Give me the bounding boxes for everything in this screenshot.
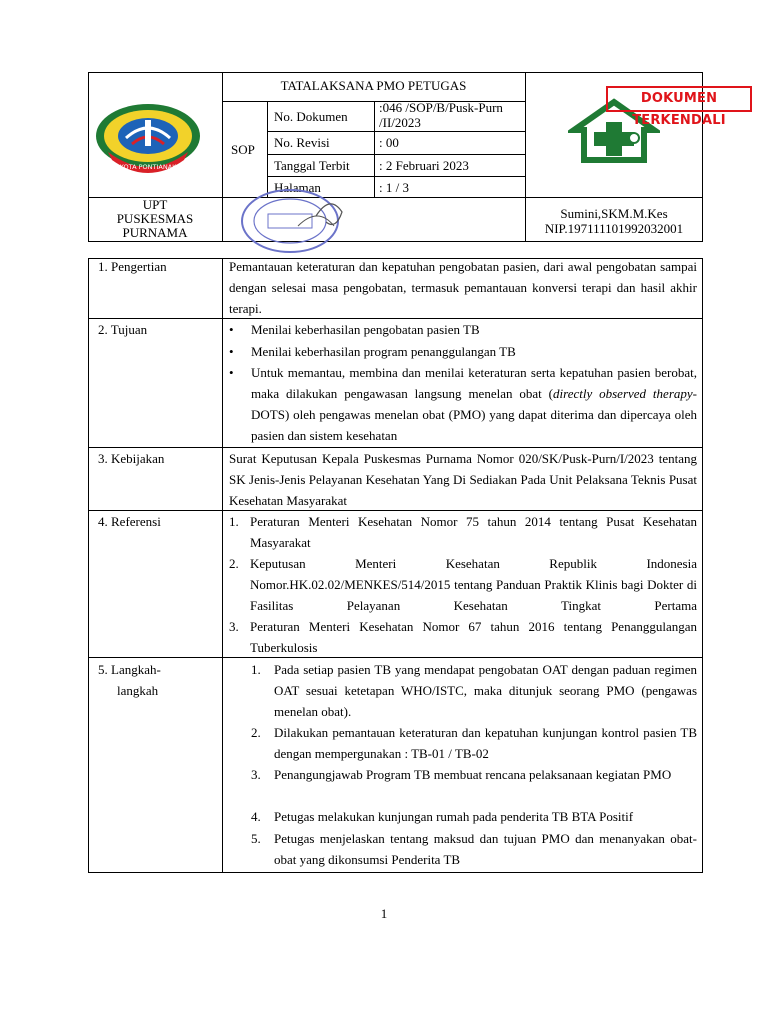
section-label-langkah	[98, 659, 161, 701]
list-number: 1.	[229, 514, 239, 529]
list-number: 1.	[251, 662, 261, 677]
langkah-item: Petugas menjelaskan tentang maksud dan tujuan PMO dan menanyakan obat-obat yang dikonsumsi Penderita TB	[274, 831, 697, 867]
divider	[222, 258, 223, 873]
signer-name: Sumini,SKM.M.Kes	[560, 206, 668, 221]
divider	[267, 176, 525, 177]
page-label: Halaman	[274, 180, 321, 195]
bullet: •	[229, 365, 234, 380]
langkah-item: Pada setiap pasien TB yang mendapat pengobatan OAT dengan paduan regimen OAT sesuai ketetapan WHO/ISTC, maka ditunjuk seorang PMO (pengawas menelan obat).	[274, 662, 697, 719]
official-seal-icon	[238, 186, 348, 256]
tujuan-item: Menilai keberhasilan program penanggulangan TB	[251, 344, 516, 359]
sop-label: SOP	[231, 142, 255, 157]
list-number: 3.	[229, 619, 239, 634]
referensi-item	[250, 553, 697, 616]
revision-value: : 00	[379, 135, 399, 150]
label-line: 5. Langkah-	[98, 662, 161, 677]
list-number: 4.	[251, 809, 261, 824]
controlled-document-stamp: DOKUMEN TERKENDALI	[606, 86, 752, 112]
org-line: UPT	[142, 197, 168, 212]
referensi-text: Keputusan Menteri Kesehatan Republik Indonesia Nomor.HK.02.02/MENKES/514/2015 tentang Panduan Praktik Klinis bagi Dokter di Fasilitas Pelayanan Kesehatan Tingkat Pertama	[250, 556, 697, 613]
tujuan-text: Untuk memantau, membina dan menilai keteraturan serta kepatuhan pasien berobat, maka dilakukan pengawasan langsung menelan obat	[251, 365, 697, 401]
org-line: PURNAMA	[122, 225, 188, 240]
tujuan-item: Menilai keberhasilan pengobatan pasien TB	[251, 322, 480, 337]
document-title: TATALAKSANA PMO PETUGAS	[280, 78, 467, 93]
pengertian-text: Pemantauan keteraturan dan kepatuhan pengobatan pasien, dari awal pengobatan sampai dengan selesai masa pengobatan, termasuk pemantauan konversi terapi dan hasil akhir terapi.	[229, 259, 697, 316]
section-label-referensi: 4. Referensi	[98, 514, 161, 529]
org-line: PUSKESMAS	[116, 211, 194, 226]
section-label-tujuan: 2. Tujuan	[98, 322, 148, 337]
tujuan-item-dots: Untuk memantau, membina dan menilai keteraturan serta kepatuhan pasien berobat, maka dilakukan pengawasan langsung menelan obat (directly observed therapy-DOTS) oleh pengawas menelan obat (PMO) yang dapat diterima dan dipercaya oleh pasien dan sistem kesehatan	[251, 365, 697, 443]
page-number: 1	[380, 906, 388, 921]
section-label-kebijakan: 3. Kebijakan	[98, 451, 165, 466]
list-number: 3.	[251, 767, 261, 782]
tujuan-text: -DOTS) oleh pengawas menelan obat (PMO) yang dapat diterima dan dipercaya oleh pasien dan sistem kesehatan	[251, 386, 697, 443]
divider	[374, 101, 375, 197]
logo-text: KOTA PONTIANAK	[119, 163, 177, 171]
divider	[267, 131, 525, 132]
divider	[267, 101, 268, 197]
divider	[267, 154, 525, 155]
city-logo-icon	[92, 100, 204, 178]
issue-date-value: : 2 Februari 2023	[379, 158, 469, 173]
label-line: langkah	[117, 683, 159, 698]
org-name	[88, 198, 222, 240]
referensi-item: Peraturan Menteri Kesehatan Nomor 75 tahun 2014 tentang Pusat Kesehatan Masyarakat	[250, 514, 697, 550]
referensi-item: Peraturan Menteri Kesehatan Nomor 67 tahun 2016 tentang Penanggulangan Tuberkulosis	[250, 619, 697, 655]
signer-block	[525, 206, 703, 236]
kebijakan-text: Surat Keputusan Kepala Puskesmas Purnama Nomor 020/SK/Pusk-Purn/I/2023 tentang SK Jenis-Jenis Pelayanan Kesehatan Yang Di Sediakan Pada Unit Pelaksana Teknis Pusat Kesehatan Masyarakat	[229, 451, 697, 508]
issue-date-label: Tanggal Terbit	[274, 158, 350, 173]
signer-nip: NIP.197111101992032001	[544, 221, 684, 236]
bullet: •	[229, 344, 234, 359]
page-value: : 1 / 3	[379, 180, 409, 195]
langkah-item: Penangungjawab Program TB membuat rencana pelaksanaan kegiatan PMO	[274, 767, 672, 782]
dots-term: directly observed therapy	[553, 386, 693, 401]
langkah-item: Dilakukan pemantauan keteraturan dan kepatuhan kunjungan kontrol pasien TB dengan mempergunakan : TB-01 / TB-02	[274, 725, 697, 761]
langkah-item: Petugas melakukan kunjungan rumah pada penderita TB BTA Positif	[274, 809, 634, 824]
list-number: 2.	[251, 725, 261, 740]
doc-number-label: No. Dokumen	[274, 109, 348, 124]
list-number: 5.	[251, 831, 261, 846]
revision-label: No. Revisi	[274, 135, 330, 150]
doc-number-value: :046 /SOP/B/Pusk-Purn /II/2023	[379, 100, 503, 130]
section-label-pengertian: 1. Pengertian	[98, 259, 167, 274]
bullet: •	[229, 322, 234, 337]
divider	[222, 72, 223, 242]
list-number: 2.	[229, 556, 239, 571]
